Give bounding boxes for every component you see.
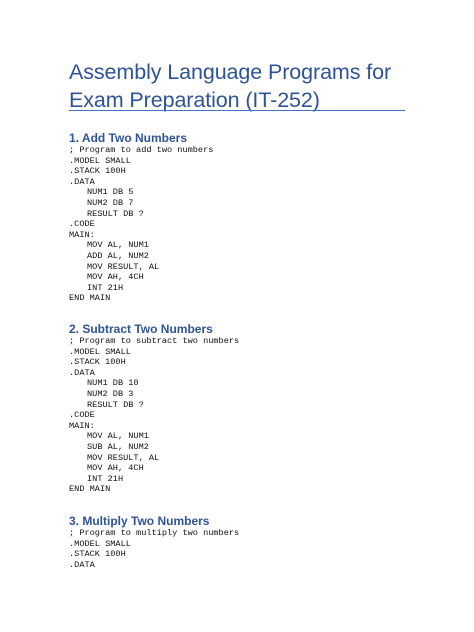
code-line: INT 21H — [87, 282, 124, 293]
code-line: NUM2 DB 3 — [87, 388, 134, 399]
title-underline — [69, 110, 405, 111]
code-line: ; Program to add two numbers — [69, 145, 214, 155]
code-line: INT 21H — [87, 473, 124, 484]
section-heading: 1. Add Two Numbers — [69, 131, 188, 145]
code-line: .DATA — [69, 559, 95, 570]
code-line: SUB AL, NUM2 — [87, 441, 149, 452]
document-title: Assembly Language Programs for Exam Preparation (IT-252) — [69, 60, 392, 112]
code-line: .STACK 100H — [69, 166, 126, 177]
code-line: END MAIN — [69, 484, 111, 495]
code-line: .DATA — [69, 367, 95, 378]
code-line: .MODEL SMALL — [69, 346, 131, 357]
code-block — [69, 336, 409, 495]
code-line: .STACK 100H — [69, 357, 126, 368]
code-block — [69, 145, 409, 304]
code-block — [69, 528, 409, 570]
code-line: RESULT DB ? — [87, 399, 144, 410]
code-line: MOV RESULT, AL — [87, 452, 160, 463]
code-line: MOV AH, 4CH — [87, 272, 144, 283]
code-line: ; Program to multiply two numbers — [69, 528, 240, 538]
code-line: NUM2 DB 7 — [87, 197, 134, 208]
code-line: END MAIN — [69, 293, 111, 304]
code-line: ; Program to subtract two numbers — [69, 336, 240, 346]
section-multiply-two-numbers — [69, 514, 409, 570]
code-line: .DATA — [69, 176, 95, 187]
code-line: .MODEL SMALL — [69, 155, 131, 166]
code-line: MAIN: — [69, 229, 95, 240]
section-heading: 2. Subtract Two Numbers — [69, 322, 213, 336]
code-line: MOV AL, NUM1 — [87, 240, 149, 251]
code-line: .MODEL SMALL — [69, 538, 131, 549]
section-heading: 3. Multiply Two Numbers — [69, 514, 210, 528]
code-line: NUM1 DB 10 — [87, 378, 139, 389]
code-line: RESULT DB ? — [87, 208, 144, 219]
code-line: MOV RESULT, AL — [87, 261, 160, 272]
code-line: MAIN: — [69, 420, 95, 431]
code-line: .CODE — [69, 219, 95, 230]
section-add-two-numbers — [69, 131, 409, 304]
code-line: .CODE — [69, 410, 95, 421]
code-line: ADD AL, NUM2 — [87, 250, 149, 261]
code-line: MOV AH, 4CH — [87, 463, 144, 474]
code-line: NUM1 DB 5 — [87, 187, 134, 198]
code-line: MOV AL, NUM1 — [87, 431, 149, 442]
code-line: .STACK 100H — [69, 549, 126, 560]
section-subtract-two-numbers — [69, 322, 409, 495]
